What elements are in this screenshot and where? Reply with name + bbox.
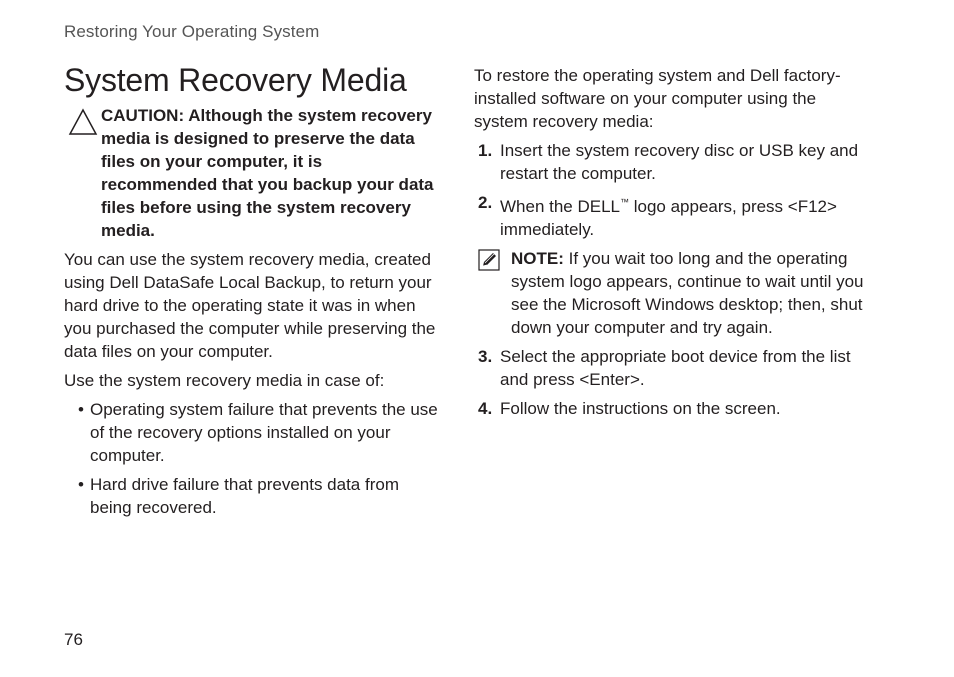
pencil-note-icon <box>478 249 500 271</box>
list-item-text: Operating system failure that prevents the use of the recovery options installed on your computer. <box>90 400 438 465</box>
caution-block <box>64 104 440 242</box>
step-item <box>474 191 864 241</box>
note-label: NOTE: <box>511 249 564 268</box>
step-text-after: logo appears, press <F12> immediately. <box>500 197 837 239</box>
caution-text: CAUTION: Although the system recovery media is designed to preserve the data files on your computer, it is recommended that you backup your data files before using the system recovery media. <box>101 106 434 240</box>
step-number: 2. <box>478 193 493 212</box>
step-item <box>474 345 864 391</box>
right-column <box>474 64 864 426</box>
step-item <box>474 139 864 185</box>
step-text: Select the appropriate boot device from the list and press <Enter>. <box>500 347 851 389</box>
list-item <box>64 473 440 519</box>
page-title: System Recovery Media <box>64 62 407 98</box>
step-text-before: When the DELL <box>500 197 621 216</box>
note-block <box>474 247 864 339</box>
step-text: Follow the instructions on the screen. <box>500 399 781 418</box>
step-text: Insert the system recovery disc or USB key and restart the computer. <box>500 141 859 183</box>
note-text <box>511 247 864 339</box>
restore-steps-list-continued <box>474 345 864 420</box>
step-item <box>474 397 864 420</box>
warning-triangle-icon <box>68 108 98 136</box>
page-number: 76 <box>64 630 83 649</box>
list-item <box>64 398 440 467</box>
recovery-intro-paragraph: You can use the system recovery media, created using Dell DataSafe Local Backup, to return your hard drive to the operating state it was in when you purchased the computer while preserving the data files on your computer. <box>64 250 436 361</box>
step-number: 3. <box>478 347 493 366</box>
bullet-mark: • <box>78 475 84 494</box>
step-number: 1. <box>478 141 493 160</box>
bullet-mark: • <box>78 400 84 419</box>
restore-intro-paragraph: To restore the operating system and Dell factory-installed software on your computer using the system recovery media: <box>474 66 841 131</box>
note-body: If you wait too long and the operating system logo appears, continue to wait until you see the Microsoft Windows desktop; then, shut down your computer and try again. <box>511 249 864 337</box>
left-column <box>64 104 440 525</box>
trademark-symbol: ™ <box>620 197 630 207</box>
use-cases-list <box>64 398 440 519</box>
list-item-text: Hard drive failure that prevents data from being recovered. <box>90 475 399 517</box>
use-cases-lead: Use the system recovery media in case of: <box>64 371 385 390</box>
restore-steps-list <box>474 139 864 241</box>
running-header: Restoring Your Operating System <box>64 22 320 41</box>
step-number: 4. <box>478 399 493 418</box>
